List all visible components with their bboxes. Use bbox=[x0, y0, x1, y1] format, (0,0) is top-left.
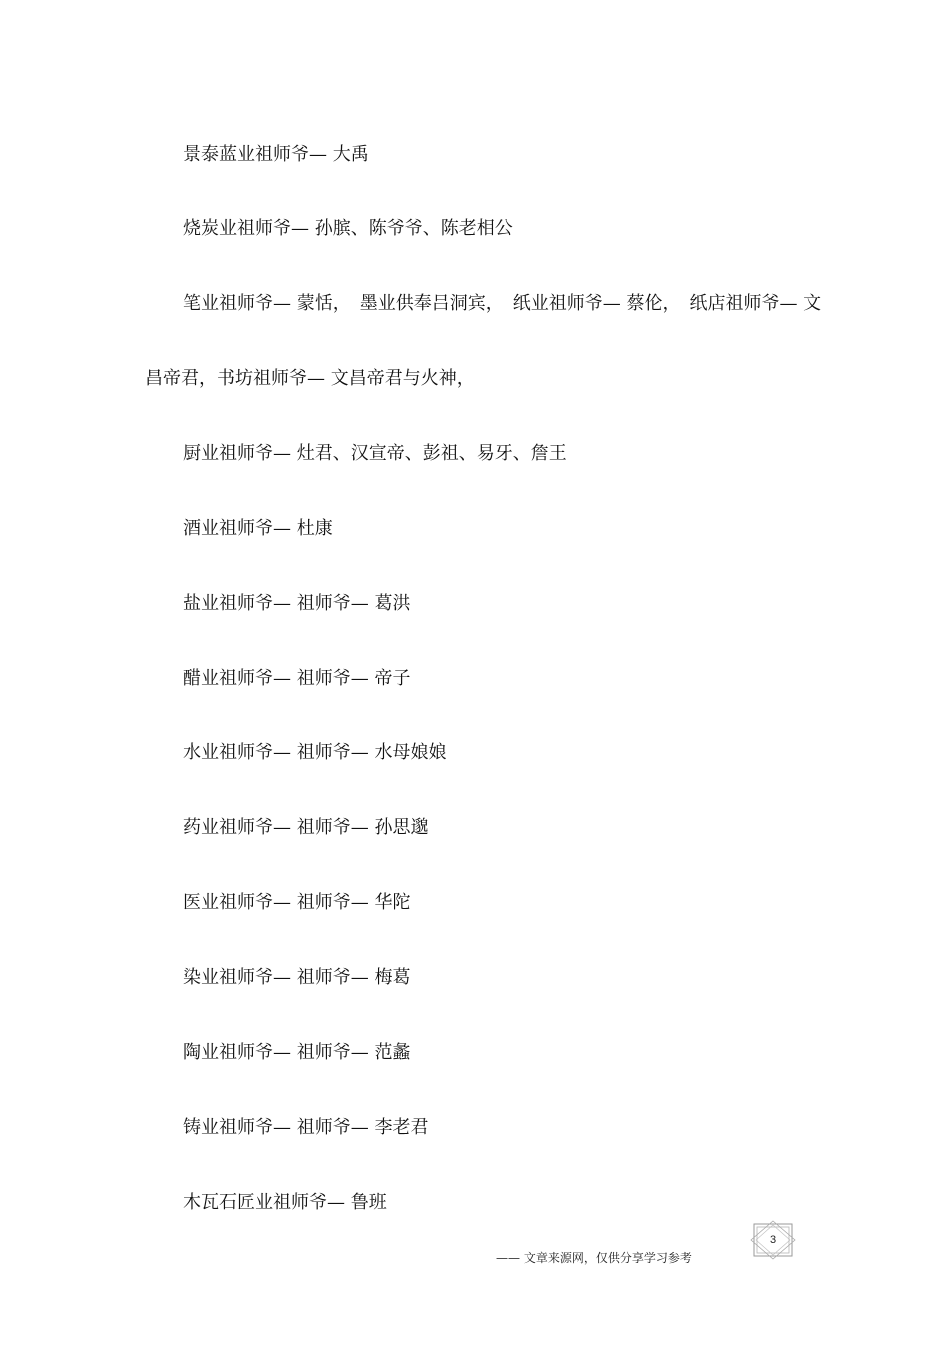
text-line: 医业祖师爷— 祖师爷— 华陀 bbox=[183, 892, 411, 913]
footer-source-note: —— 文章来源网，仅供分享学习参考 bbox=[496, 1251, 692, 1265]
page-number-badge bbox=[750, 1220, 796, 1260]
text-line: 醋业祖师爷— 祖师爷— 帝子 bbox=[183, 668, 411, 689]
text-line: 昌帝君，书坊祖师爷— 文昌帝君与火神， bbox=[145, 368, 475, 389]
text-line: 景泰蓝业祖师爷— 大禹 bbox=[183, 144, 369, 165]
text-line: 水业祖师爷— 祖师爷— 水母娘娘 bbox=[183, 742, 447, 763]
text-line: 陶业祖师爷— 祖师爷— 范蠡 bbox=[183, 1042, 411, 1063]
text-line: 酒业祖师爷— 杜康 bbox=[183, 518, 333, 539]
text-line: 药业祖师爷— 祖师爷— 孙思邈 bbox=[183, 817, 429, 838]
text-line: 染业祖师爷— 祖师爷— 梅葛 bbox=[183, 967, 411, 988]
text-line: 笔业祖师爷— 蒙恬， 墨业供奉吕洞宾， 纸业祖师爷— 蔡伦， 纸店祖师爷— 文 bbox=[183, 293, 822, 314]
text-line: 铸业祖师爷— 祖师爷— 李老君 bbox=[183, 1117, 429, 1138]
text-line: 烧炭业祖师爷— 孙膑、陈爷爷、陈老相公 bbox=[183, 218, 513, 239]
page-number: 3 bbox=[769, 1234, 777, 1246]
text-line: 盐业祖师爷— 祖师爷— 葛洪 bbox=[183, 593, 411, 614]
text-line: 厨业祖师爷— 灶君、汉宣帝、彭祖、易牙、詹王 bbox=[183, 443, 567, 464]
text-line: 木瓦石匠业祖师爷— 鲁班 bbox=[183, 1192, 387, 1213]
